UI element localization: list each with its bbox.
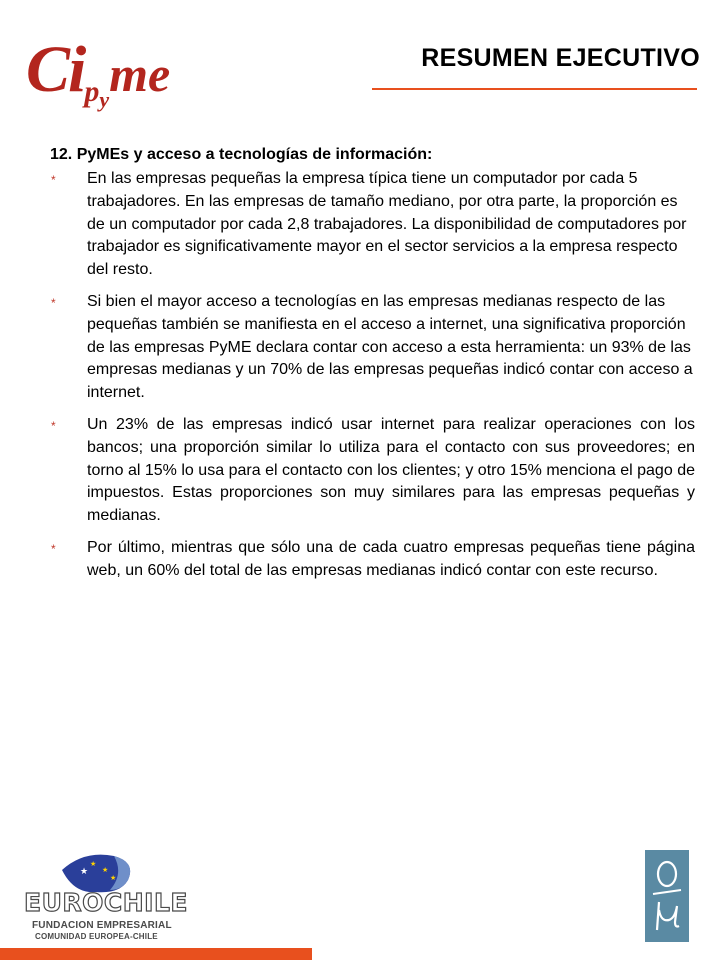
page-title: RESUMEN EJECUTIVO xyxy=(421,44,700,72)
bullet-item xyxy=(50,414,695,528)
eurochile-subtitle-2: COMUNIDAD EUROPEA-CHILE xyxy=(35,932,158,941)
bullet-item xyxy=(50,291,695,405)
svg-text:★: ★ xyxy=(110,874,117,882)
omicron-mu-logo xyxy=(645,850,689,942)
bullet-list xyxy=(50,168,695,592)
footer-accent-bar xyxy=(0,948,312,960)
title-underline xyxy=(372,88,697,90)
section-heading: 12. PyMEs y acceso a tecnologías de información: xyxy=(50,146,433,163)
svg-text:★: ★ xyxy=(80,867,89,877)
bullet-text: Si bien el mayor acceso a tecnologías en las empresas medianas respecto de las pequeñas también se manifiesta en el acceso a internet, una significativa proporción de las empresas PyME declara contar con acceso a esta herramienta: un 93% de las empresas medianas y un 70% de las empresas pequeñas indicó contar con acceso a internet. xyxy=(87,292,693,402)
bullet-text: En las empresas pequeñas la empresa típica tiene un computador por cada 5 trabajadores. En las empresas de tamaño mediano, por otra parte, la proporción es de un computador por cada 2,8 trabajadores. La disponibilidad de computadores por trabajador es significativamente mayor en el sector servicios a la empresa respecto del resto. xyxy=(87,170,687,279)
svg-text:★: ★ xyxy=(102,866,109,874)
eurochile-logo xyxy=(24,850,188,944)
bullet-item xyxy=(50,168,695,282)
bullet-text: Por último, mientras que sólo una de cada cuatro empresas pequeñas tiene página web, un 60% del total de las empresas medianas indicó contar con este recurso. xyxy=(87,538,695,579)
asterisk-bullet-icon: * xyxy=(51,541,56,556)
asterisk-bullet-icon: * xyxy=(51,295,56,310)
svg-text:★: ★ xyxy=(90,860,97,868)
omicron-mu-icon xyxy=(645,850,689,942)
eurochile-wordmark: EUROCHILE xyxy=(24,888,188,917)
bullet-item xyxy=(50,537,695,583)
eurochile-subtitle-1: FUNDACION EMPRESARIAL xyxy=(32,920,172,931)
cipyme-logo: Cipyme xyxy=(26,33,171,112)
asterisk-bullet-icon: * xyxy=(51,418,56,433)
asterisk-bullet-icon: * xyxy=(51,173,56,187)
bullet-text: Un 23% de las empresas indicó usar internet para realizar operaciones con los bancos; una proporción similar lo utiliza para el contacto con sus proveedores; en torno al 15% lo usa para el contacto con los clientes; y otro 15% menciona el pago de impuestos. Estas proporciones son muy similares para las empresas pequeñas y medianas. xyxy=(87,415,695,525)
